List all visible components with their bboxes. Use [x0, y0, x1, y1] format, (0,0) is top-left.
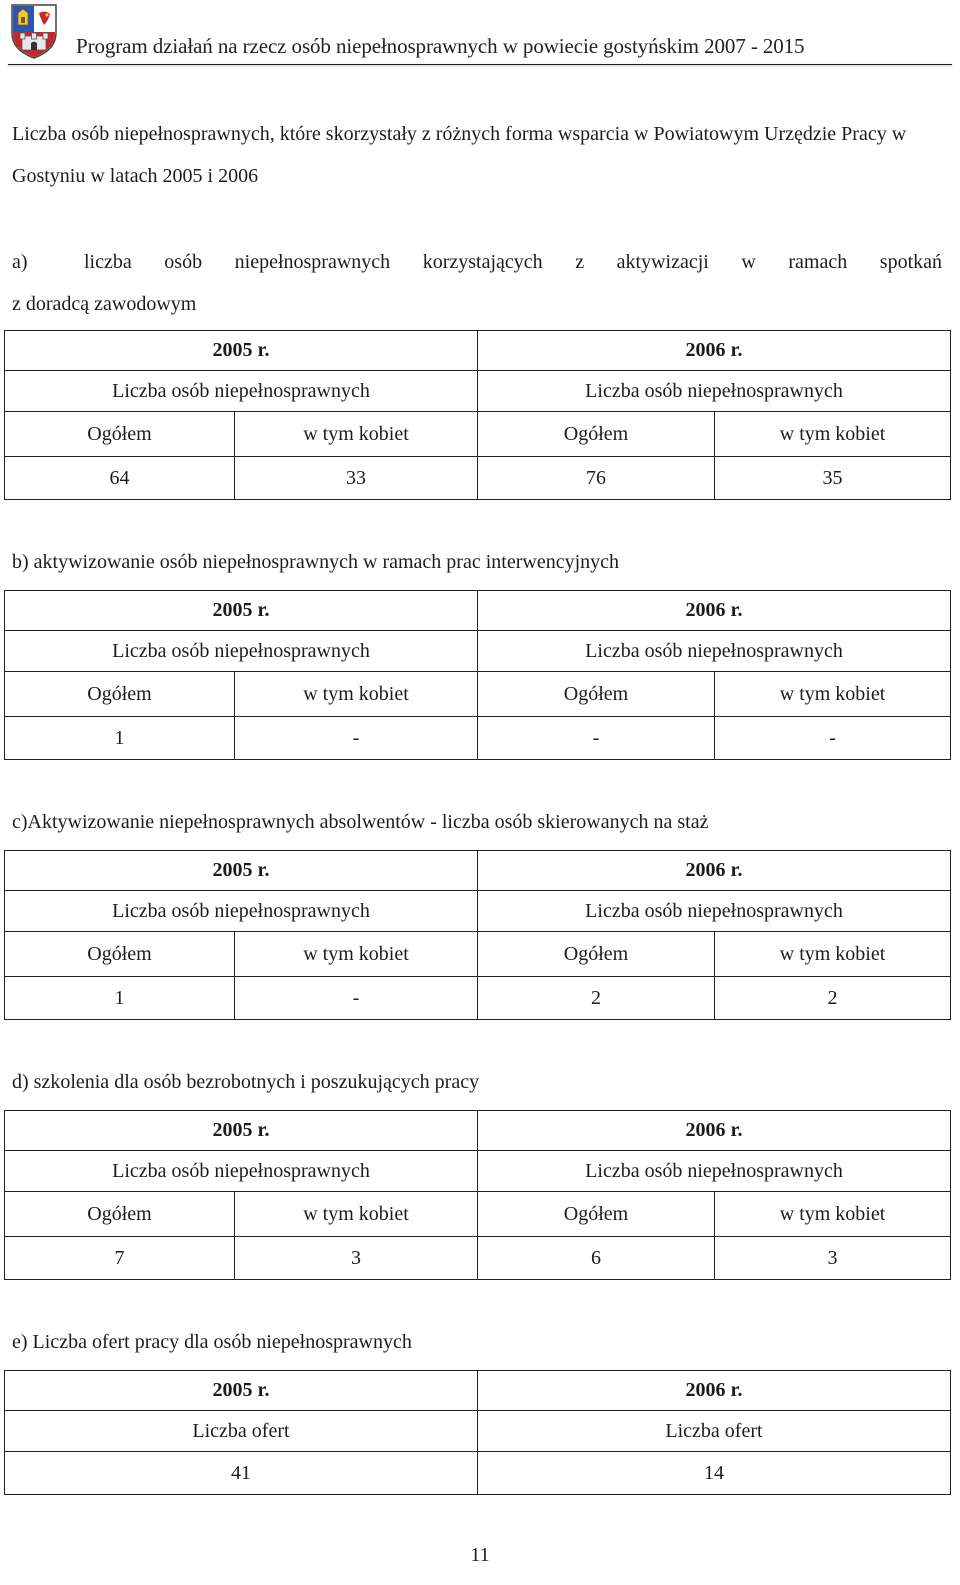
header-cell: Ogółem [5, 1192, 235, 1237]
year-cell: 2006 r. [478, 1111, 951, 1151]
year-cell: 2006 r. [478, 591, 951, 631]
value-cell: 2 [715, 977, 951, 1020]
section-e-table [4, 1370, 951, 1495]
section-a-heading-line2: z doradcą zawodowym [12, 293, 197, 315]
table-row [5, 1411, 951, 1452]
table-row [5, 1371, 951, 1411]
year-cell: 2006 r. [478, 851, 951, 891]
table-row [5, 1151, 951, 1192]
header-cell: w tym kobiet [235, 1192, 478, 1237]
value-cell: - [715, 717, 951, 760]
year-cell: 2005 r. [5, 1111, 478, 1151]
label-cell: Liczba osób niepełnosprawnych [5, 371, 478, 412]
section-a-word: ramach [788, 251, 848, 273]
year-cell: 2005 r. [5, 591, 478, 631]
label-cell: Liczba osób niepełnosprawnych [478, 371, 951, 412]
intro-paragraph: Liczba osób niepełnosprawnych, które skorzystały z różnych forma wsparcia w Powiatowym Urzędzie Pracy w Gostyniu w latach 2005 i 2006 [12, 123, 907, 187]
value-cell: 33 [235, 457, 478, 500]
label-cell: Liczba osób niepełnosprawnych [5, 631, 478, 672]
section-a-table [4, 330, 951, 500]
coat-of-arms-icon [9, 3, 59, 59]
table-row [5, 717, 951, 760]
section-a-heading-line1 [12, 241, 942, 283]
table-row [5, 891, 951, 932]
label-cell: Liczba osób niepełnosprawnych [478, 1151, 951, 1192]
section-b-heading: b) aktywizowanie osób niepełnosprawnych w ramach prac interwencyjnych [12, 551, 620, 573]
label-cell: Liczba osób niepełnosprawnych [478, 631, 951, 672]
value-cell: 14 [478, 1452, 951, 1495]
header-cell: w tym kobiet [235, 412, 478, 457]
section-b-table [4, 590, 951, 760]
table-row [5, 331, 951, 371]
section-a-word: aktywizacji [616, 251, 709, 273]
document-title: Program działań na rzecz osób niepełnosprawnych w powiecie gostyńskim 2007 - 2015 [76, 34, 805, 58]
table-row [5, 412, 951, 457]
header-cell: Ogółem [478, 412, 715, 457]
value-cell: - [235, 977, 478, 1020]
header-cell: Ogółem [5, 932, 235, 977]
value-cell: 76 [478, 457, 715, 500]
label-cell: Liczba osób niepełnosprawnych [5, 1151, 478, 1192]
year-cell: 2005 r. [5, 1371, 478, 1411]
table-row [5, 1237, 951, 1280]
header-cell: w tym kobiet [715, 1192, 951, 1237]
value-cell: 2 [478, 977, 715, 1020]
header-cell: Ogółem [478, 672, 715, 717]
table-row [5, 977, 951, 1020]
table-row [5, 672, 951, 717]
section-c-heading: c)Aktywizowanie niepełnosprawnych absolwentów - liczba osób skierowanych na staż [12, 811, 709, 833]
year-cell: 2005 r. [5, 851, 478, 891]
header-cell: w tym kobiet [715, 932, 951, 977]
value-cell: 3 [235, 1237, 478, 1280]
section-a-word: niepełnosprawnych [234, 251, 391, 273]
header-divider [8, 64, 952, 65]
table-row [5, 457, 951, 500]
table-row [5, 932, 951, 977]
section-a-word: osób [164, 251, 203, 273]
year-cell: 2005 r. [5, 331, 478, 371]
value-cell: 7 [5, 1237, 235, 1280]
label-cell: Liczba osób niepełnosprawnych [478, 891, 951, 932]
section-e-heading: e) Liczba ofert pracy dla osób niepełnosprawnych [12, 1331, 412, 1353]
header-cell: Ogółem [478, 932, 715, 977]
value-cell: 64 [5, 457, 235, 500]
label-cell: Liczba osób niepełnosprawnych [5, 891, 478, 932]
table-row [5, 591, 951, 631]
value-cell: - [478, 717, 715, 760]
label-cell: Liczba ofert [5, 1411, 478, 1452]
year-cell: 2006 r. [478, 331, 951, 371]
section-d-heading: d) szkolenia dla osób bezrobotnych i poszukujących pracy [12, 1071, 480, 1093]
header-cell: w tym kobiet [715, 672, 951, 717]
header-cell: Ogółem [5, 672, 235, 717]
section-a-heading [12, 241, 942, 325]
header-cell: w tym kobiet [235, 672, 478, 717]
section-a-words [84, 241, 942, 283]
year-cell: 2006 r. [478, 1371, 951, 1411]
table-row [5, 371, 951, 412]
table-row [5, 631, 951, 672]
value-cell: - [235, 717, 478, 760]
header-cell: w tym kobiet [715, 412, 951, 457]
table-row [5, 1111, 951, 1151]
page-number: 11 [470, 1544, 490, 1566]
page-header [0, 0, 960, 64]
table-row [5, 1452, 951, 1495]
section-d-table [4, 1110, 951, 1280]
table-row [5, 1192, 951, 1237]
header-cell: Ogółem [5, 412, 235, 457]
section-c-table [4, 850, 951, 1020]
header-cell: Ogółem [478, 1192, 715, 1237]
section-a-word: z [575, 251, 585, 273]
value-cell: 3 [715, 1237, 951, 1280]
section-a-word: korzystających [422, 251, 543, 273]
value-cell: 1 [5, 717, 235, 760]
value-cell: 41 [5, 1452, 478, 1495]
section-a-word: spotkań [879, 251, 942, 273]
section-a-word: liczba [84, 251, 132, 273]
section-a-letter: a) [12, 251, 28, 273]
value-cell: 1 [5, 977, 235, 1020]
section-a-word: w [741, 251, 756, 273]
header-cell: w tym kobiet [235, 932, 478, 977]
label-cell: Liczba ofert [478, 1411, 951, 1452]
value-cell: 35 [715, 457, 951, 500]
table-row [5, 851, 951, 891]
value-cell: 6 [478, 1237, 715, 1280]
